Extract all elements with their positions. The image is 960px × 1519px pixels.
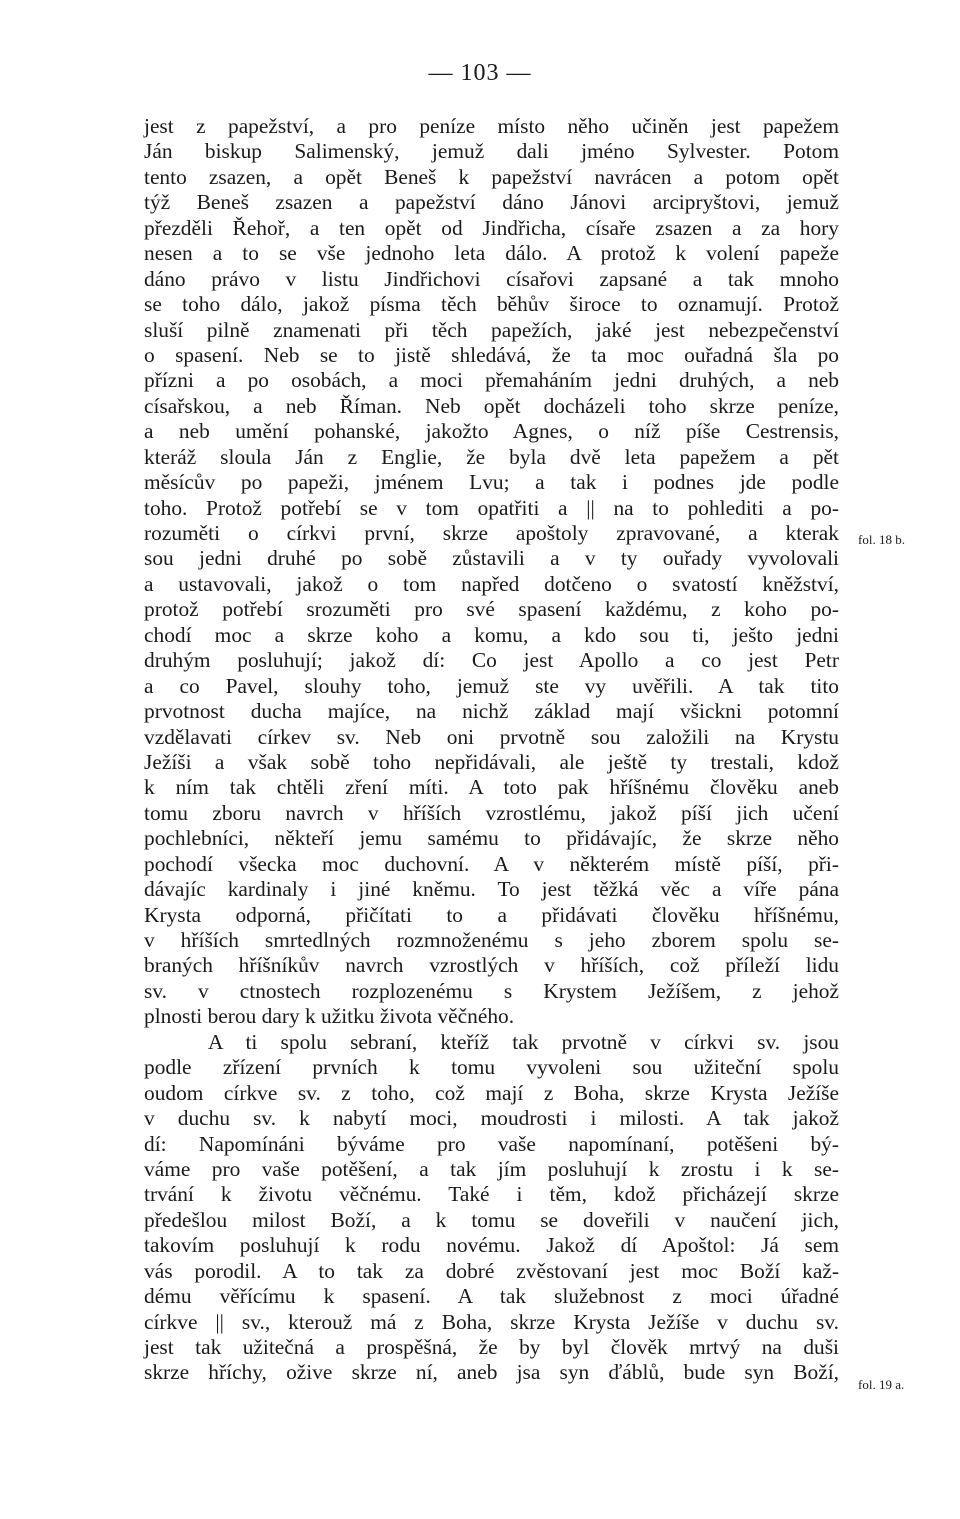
text-line: v duchu sv. k nabytí moci, moudrosti i milosti. A tak jakož <box>144 1106 839 1131</box>
text-line: takovím posluhují k rodu novému. Jakož dí Apoštol: Já sem <box>144 1233 839 1258</box>
text-line: druhým posluhují; jakož dí: Co jest Apollo a co jest Petr <box>144 648 839 673</box>
text-line: Ježíši a však sobě toho nepřidávali, ale ještě ty trestali, kdož <box>144 749 839 774</box>
text-line: trvání k životu věčnému. Také i těm, kdož přicházejí skrze <box>144 1182 839 1207</box>
text-line: a neb umění pohanské, jakožto Agnes, o níž píše Cestrensis, <box>144 419 839 444</box>
text-line: přezděli Řehoř, a ten opět od Jindřicha, císaře zsazen a za hory <box>144 215 839 240</box>
text-line: jest tak užitečná a prospěšná, že by byl člověk mrtvý na duši <box>144 1335 839 1359</box>
text-line: sv. v ctnostech rozplozenému s Krystem Ježíšem, z jehož <box>144 978 839 1003</box>
text-line: jest z papežství, a pro peníze místo něho učiněn jest papežem <box>144 114 839 138</box>
page-number: — 103 — <box>428 60 532 86</box>
text-line: kteráž sloula Ján z Englie, že byla dvě leta papežem a pět <box>144 444 839 469</box>
text-line: a ustavovali, jakož o tom napřed dotčeno o svatostí kněžství, <box>144 571 839 596</box>
text-line: dávajíc kardinaly i jiné kněmu. To jest těžká věc a víře pána <box>144 877 839 902</box>
text-line: podle zřízení prvních k tomu vyvoleni sou užiteční spolu <box>144 1055 839 1080</box>
text-line: dému věřícímu k spasení. A tak služebnost z moci úřadné <box>144 1284 839 1309</box>
text-line: toho. Protož potřebí se v tom opatřiti a || na to pohlediti a po- <box>144 495 839 520</box>
text-line: církve || sv., kterouž má z Boha, skrze Krysta Ježíše v duchu sv. <box>144 1309 839 1334</box>
paragraph-start-line: A ti spolu sebraní, kteříž tak prvotně v církvi sv. jsou <box>208 1029 839 1054</box>
text-line: nesen a to se vše jednoho leta dálo. A protož k volení papeže <box>144 241 839 266</box>
text-line: předešlou milost Boží, a k tomu se doveřili v naučení jich, <box>144 1207 839 1232</box>
text-line: v hříších smrtedlných rozmnoženému s jeho zborem spolu se- <box>144 928 839 952</box>
text-line: rozuměti o církvi první, skrze apoštoly zpravované, a kterak <box>144 521 839 545</box>
text-line: se toho dálo, jakož písma těch běhův široce to oznamují. Protož <box>144 292 839 317</box>
text-line: k ním tak chtěli zření míti. A toto pak hříšnému člověku aneb <box>144 775 839 800</box>
text-line: pochlebníci, někteří jemu samému to přidávajíc, že skrze něho <box>144 826 839 851</box>
text-line: vás porodil. A to tak za dobré zvěstovaní jest moc Boží kaž- <box>144 1258 839 1283</box>
text-line: Ján biskup Salimenský, jemuž dali jméno Sylvester. Potom <box>144 139 839 164</box>
text-line: prvotnost ducha majíce, na nichž základ mají všickni potomní <box>144 699 839 724</box>
text-line: a co Pavel, slouhy toho, jemuž ste vy uvěřili. A tak tito <box>144 673 839 698</box>
text-line: sluší pilně znamenati při těch papežích, jaké jest nebezpečenství <box>144 317 839 342</box>
margin-note-folio: fol. 18 b. <box>858 532 905 547</box>
text-line: braných hříšníkův navrch vzrostlých v hříších, což příleží lidu <box>144 953 839 978</box>
text-line: protož potřebí srozuměti pro své spasení každému, z koho po- <box>144 597 839 622</box>
text-line: chodí moc a skrze koho a komu, a kdo sou ti, ješto jedni <box>144 622 839 647</box>
margin-note-folio: fol. 19 a. <box>858 1377 905 1392</box>
text-line: tomu zboru navrch v hříších vzrostlému, jakož píší jich učení <box>144 800 839 825</box>
text-line: týž Beneš zsazen a papežství dáno Jánovi arcipryštovi, jemuž <box>144 190 839 215</box>
text-line: Krysta odporná, přičítati to a přidávati člověku hříšnému, <box>144 902 839 927</box>
text-line: tento zsazen, a opět Beneš k papežství navrácen a potom opět <box>144 164 839 189</box>
text-line: pochodí všecka moc duchovní. A v některém místě píší, při- <box>144 851 839 876</box>
text-line: měsícův po papeži, jménem Lvu; a tak i podnes jde podle <box>144 470 839 495</box>
text-line: o spasení. Neb se to jistě shledává, že ta moc ouřadná šla po <box>144 342 839 367</box>
text-line: dáno právo v listu Jindřichovi císařovi zapsané a tak mnoho <box>144 266 839 291</box>
text-line: sou jedni druhé po sobě zůstavili a v ty ouřady vyvolovali <box>144 546 839 571</box>
text-line: skrze hříchy, ožive skrze ní, aneb jsa syn ďáblů, bude syn Boží, <box>144 1360 839 1385</box>
text-line: přízni a po osobách, a moci přemaháním jedni druhých, a neb <box>144 368 839 393</box>
text-line: vzdělavati církev sv. Neb oni prvotně sou založili na Krystu <box>144 724 839 749</box>
text-line: císařskou, a neb Říman. Neb opět docházeli toho skrze peníze, <box>144 393 839 418</box>
text-line: dí: Napomínáni býváme pro vaše napomínaní, potěšeni bý- <box>144 1131 839 1156</box>
text-line: váme pro vaše potěšení, a tak jím posluhují k zrostu i k se- <box>144 1156 839 1181</box>
paragraph-end-line: plnosti berou dary k užitku života věčného. <box>144 1004 515 1029</box>
body-text <box>144 114 839 1386</box>
text-line: oudom církve sv. z toho, což mají z Boha, skrze Krysta Ježíše <box>144 1080 839 1105</box>
